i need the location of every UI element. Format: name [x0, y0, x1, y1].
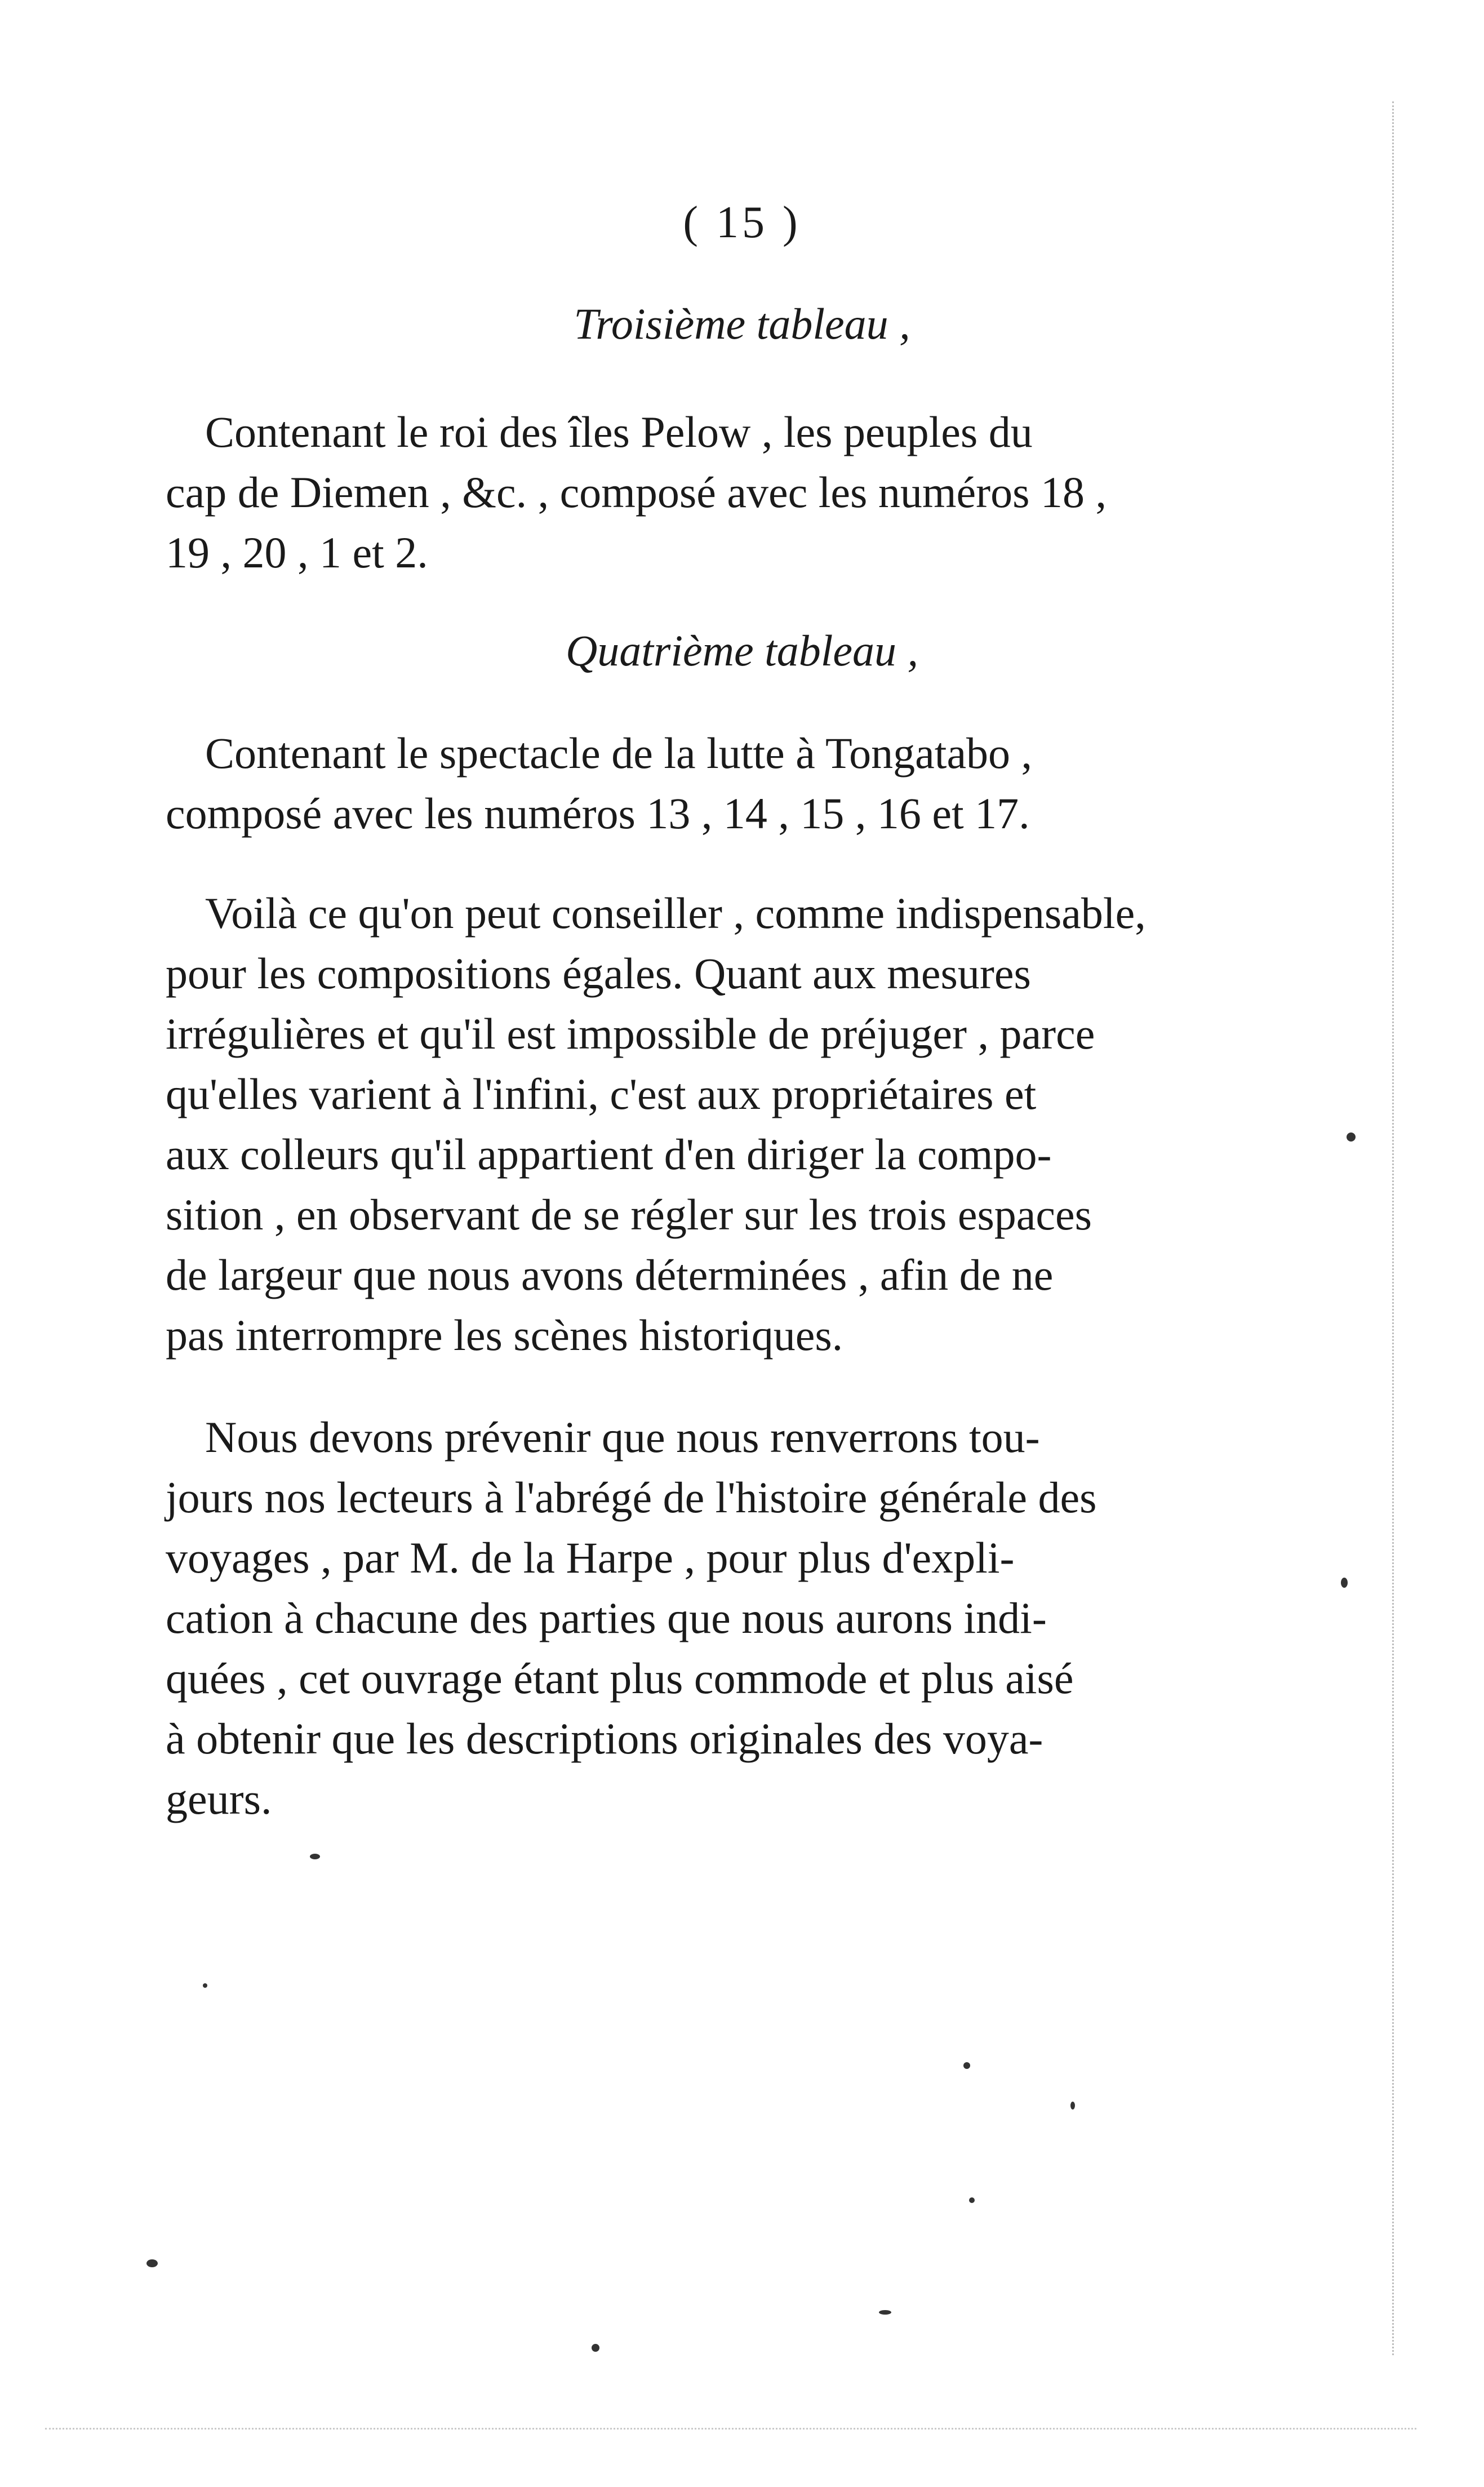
section-heading-third-table: Troisième tableau , [574, 299, 910, 348]
text-line: Contenant le spectacle de la lutte à Tongatabo , [205, 729, 1033, 778]
text-line: aux colleurs qu'il appartient d'en diriger la compo- [166, 1130, 1052, 1179]
scan-speck [1347, 1133, 1356, 1142]
paragraph-advice [166, 883, 1176, 1365]
text-line: qu'elles varient à l'infini, c'est aux propriétaires et [166, 1069, 1037, 1118]
page-number: ( 15 ) [683, 198, 801, 247]
text-line: pas interrompre les scènes historiques. [166, 1311, 843, 1360]
scan-speck [963, 2062, 970, 2069]
text-line: geurs. [166, 1774, 272, 1823]
text-line: cap de Diemen , &c. , composé avec les numéros 18 , [166, 468, 1107, 517]
text-line: jours nos lecteurs à l'abrégé de l'histoire générale des [166, 1473, 1097, 1522]
text-line: Voilà ce qu'on peut conseiller , comme indispensable, [205, 889, 1146, 938]
paragraph-reference-note [166, 1407, 1176, 1829]
scan-speck [879, 2310, 891, 2315]
paragraph-third-table [166, 402, 1176, 583]
text-line: de largeur que nous avons déterminées , afin de ne [166, 1250, 1054, 1299]
section-heading-fourth-table: Quatrième tableau , [565, 626, 919, 675]
text-line: pour les compositions égales. Quant aux mesures [166, 949, 1031, 998]
text-line: cation à chacune des parties que nous aurons indi- [166, 1593, 1047, 1642]
scan-bottom-noise [45, 2428, 1416, 2431]
text-line: irrégulières et qu'il est impossible de préjuger , parce [166, 1009, 1095, 1058]
page-edge-shadow [1391, 101, 1394, 2355]
text-line: 19 , 20 , 1 et 2. [166, 528, 428, 577]
scan-speck [310, 1854, 320, 1859]
text-line: composé avec les numéros 13 , 14 , 15 , 16 et 17. [166, 789, 1030, 838]
scan-speck [203, 1983, 207, 1988]
scan-speck [969, 2197, 975, 2203]
scan-speck [1070, 2102, 1075, 2109]
text-line: sition , en observant de se régler sur les trois espaces [166, 1190, 1092, 1239]
text-line: voyages , par M. de la Harpe , pour plus d'expli- [166, 1533, 1015, 1582]
text-line: Contenant le roi des îles Pelow , les peuples du [205, 407, 1033, 456]
text-line: quées , cet ouvrage étant plus commode et plus aisé [166, 1654, 1074, 1703]
paragraph-fourth-table [166, 723, 1176, 843]
scan-speck [1341, 1578, 1348, 1588]
scan-speck [146, 2259, 158, 2267]
scan-speck [592, 2344, 599, 2352]
text-line: à obtenir que les descriptions originales des voya- [166, 1714, 1043, 1763]
text-line: Nous devons prévenir que nous renverrons tou- [205, 1413, 1040, 1462]
